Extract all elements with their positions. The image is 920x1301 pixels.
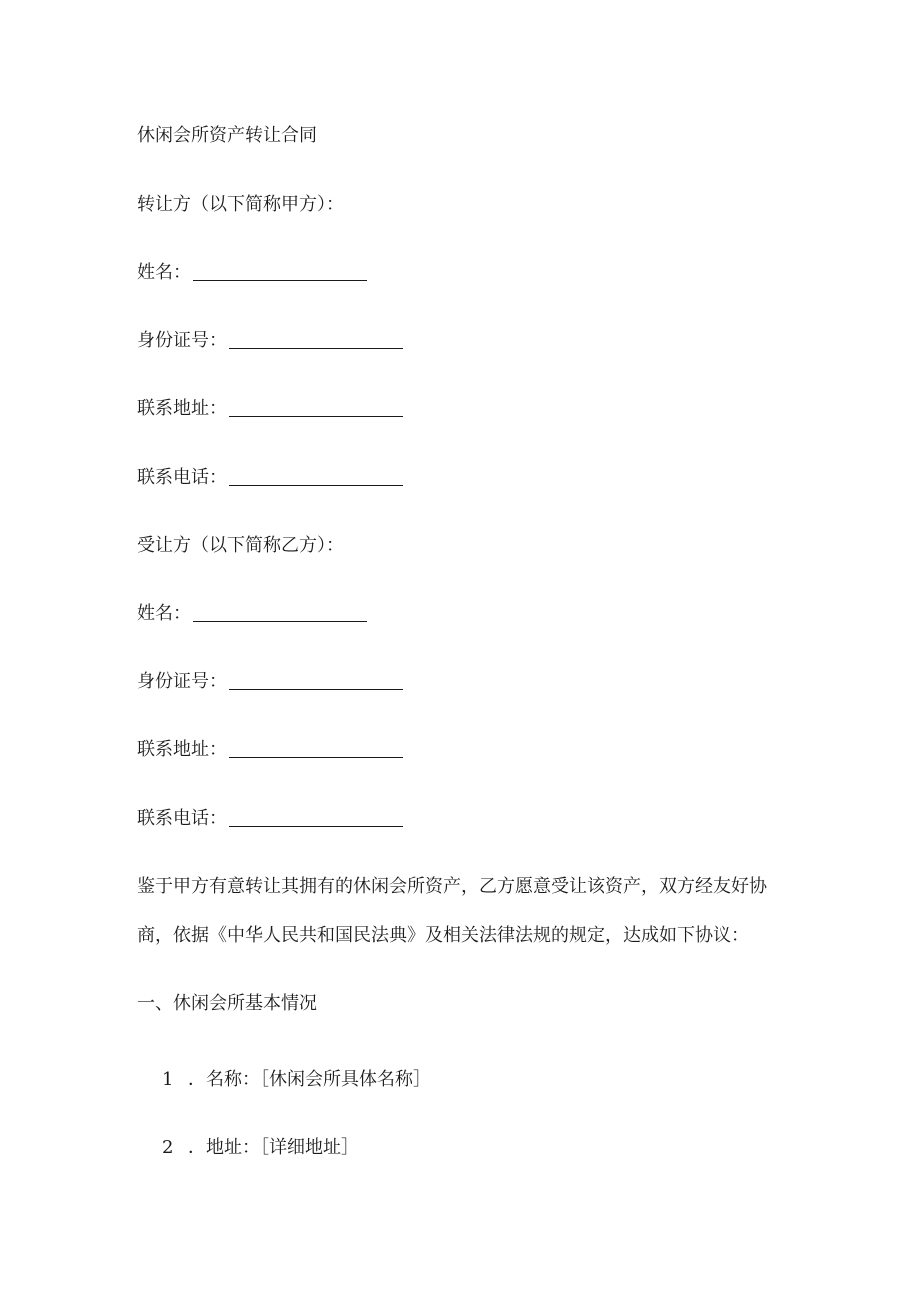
party-b-address-field <box>137 738 403 762</box>
field-label: 联系电话： <box>137 808 227 829</box>
list-item <box>162 1068 431 1092</box>
party-a-name-field <box>137 261 367 285</box>
blank-line <box>229 330 403 349</box>
blank-line <box>229 671 403 690</box>
blank-line <box>229 739 403 758</box>
field-label: 身份证号： <box>137 671 227 692</box>
blank-line <box>193 262 367 281</box>
field-label: 身份证号： <box>137 330 227 351</box>
party-b-name-field <box>137 602 367 626</box>
item-number: 1 <box>162 1069 174 1090</box>
party-b-id-field <box>137 670 403 694</box>
party-b-phone-field <box>137 807 403 831</box>
field-label: 姓名： <box>137 262 191 283</box>
field-label: 联系地址： <box>137 398 227 419</box>
field-label: 联系地址： <box>137 739 227 760</box>
party-b-heading: 受让方（以下简称乙方）： <box>137 535 344 556</box>
blank-line <box>229 467 403 486</box>
party-a-heading: 转让方（以下简称甲方）： <box>137 194 344 215</box>
preamble-line-2: 商，依据《中华人民共和国民法典》及相关法律法规的规定，达成如下协议： <box>137 925 749 946</box>
field-label: 联系电话： <box>137 467 227 488</box>
list-item <box>162 1136 359 1160</box>
party-a-phone-field <box>137 466 403 490</box>
field-label: 姓名： <box>137 603 191 624</box>
item-number: 2 <box>162 1137 174 1158</box>
party-a-address-field <box>137 397 403 421</box>
preamble-line-1: 鉴于甲方有意转让其拥有的休闲会所资产，乙方愿意受让该资产，双方经友好协 <box>137 876 767 897</box>
blank-line <box>193 603 367 622</box>
party-a-id-field <box>137 329 403 353</box>
blank-line <box>229 808 403 827</box>
document-title: 休闲会所资产转让合同 <box>137 125 317 146</box>
blank-line <box>229 398 403 417</box>
item-text: ．名称：［休闲会所具体名称］ <box>188 1069 431 1090</box>
item-text: ．地址：［详细地址］ <box>188 1137 359 1158</box>
section-heading: 一、休闲会所基本情况 <box>137 993 317 1014</box>
